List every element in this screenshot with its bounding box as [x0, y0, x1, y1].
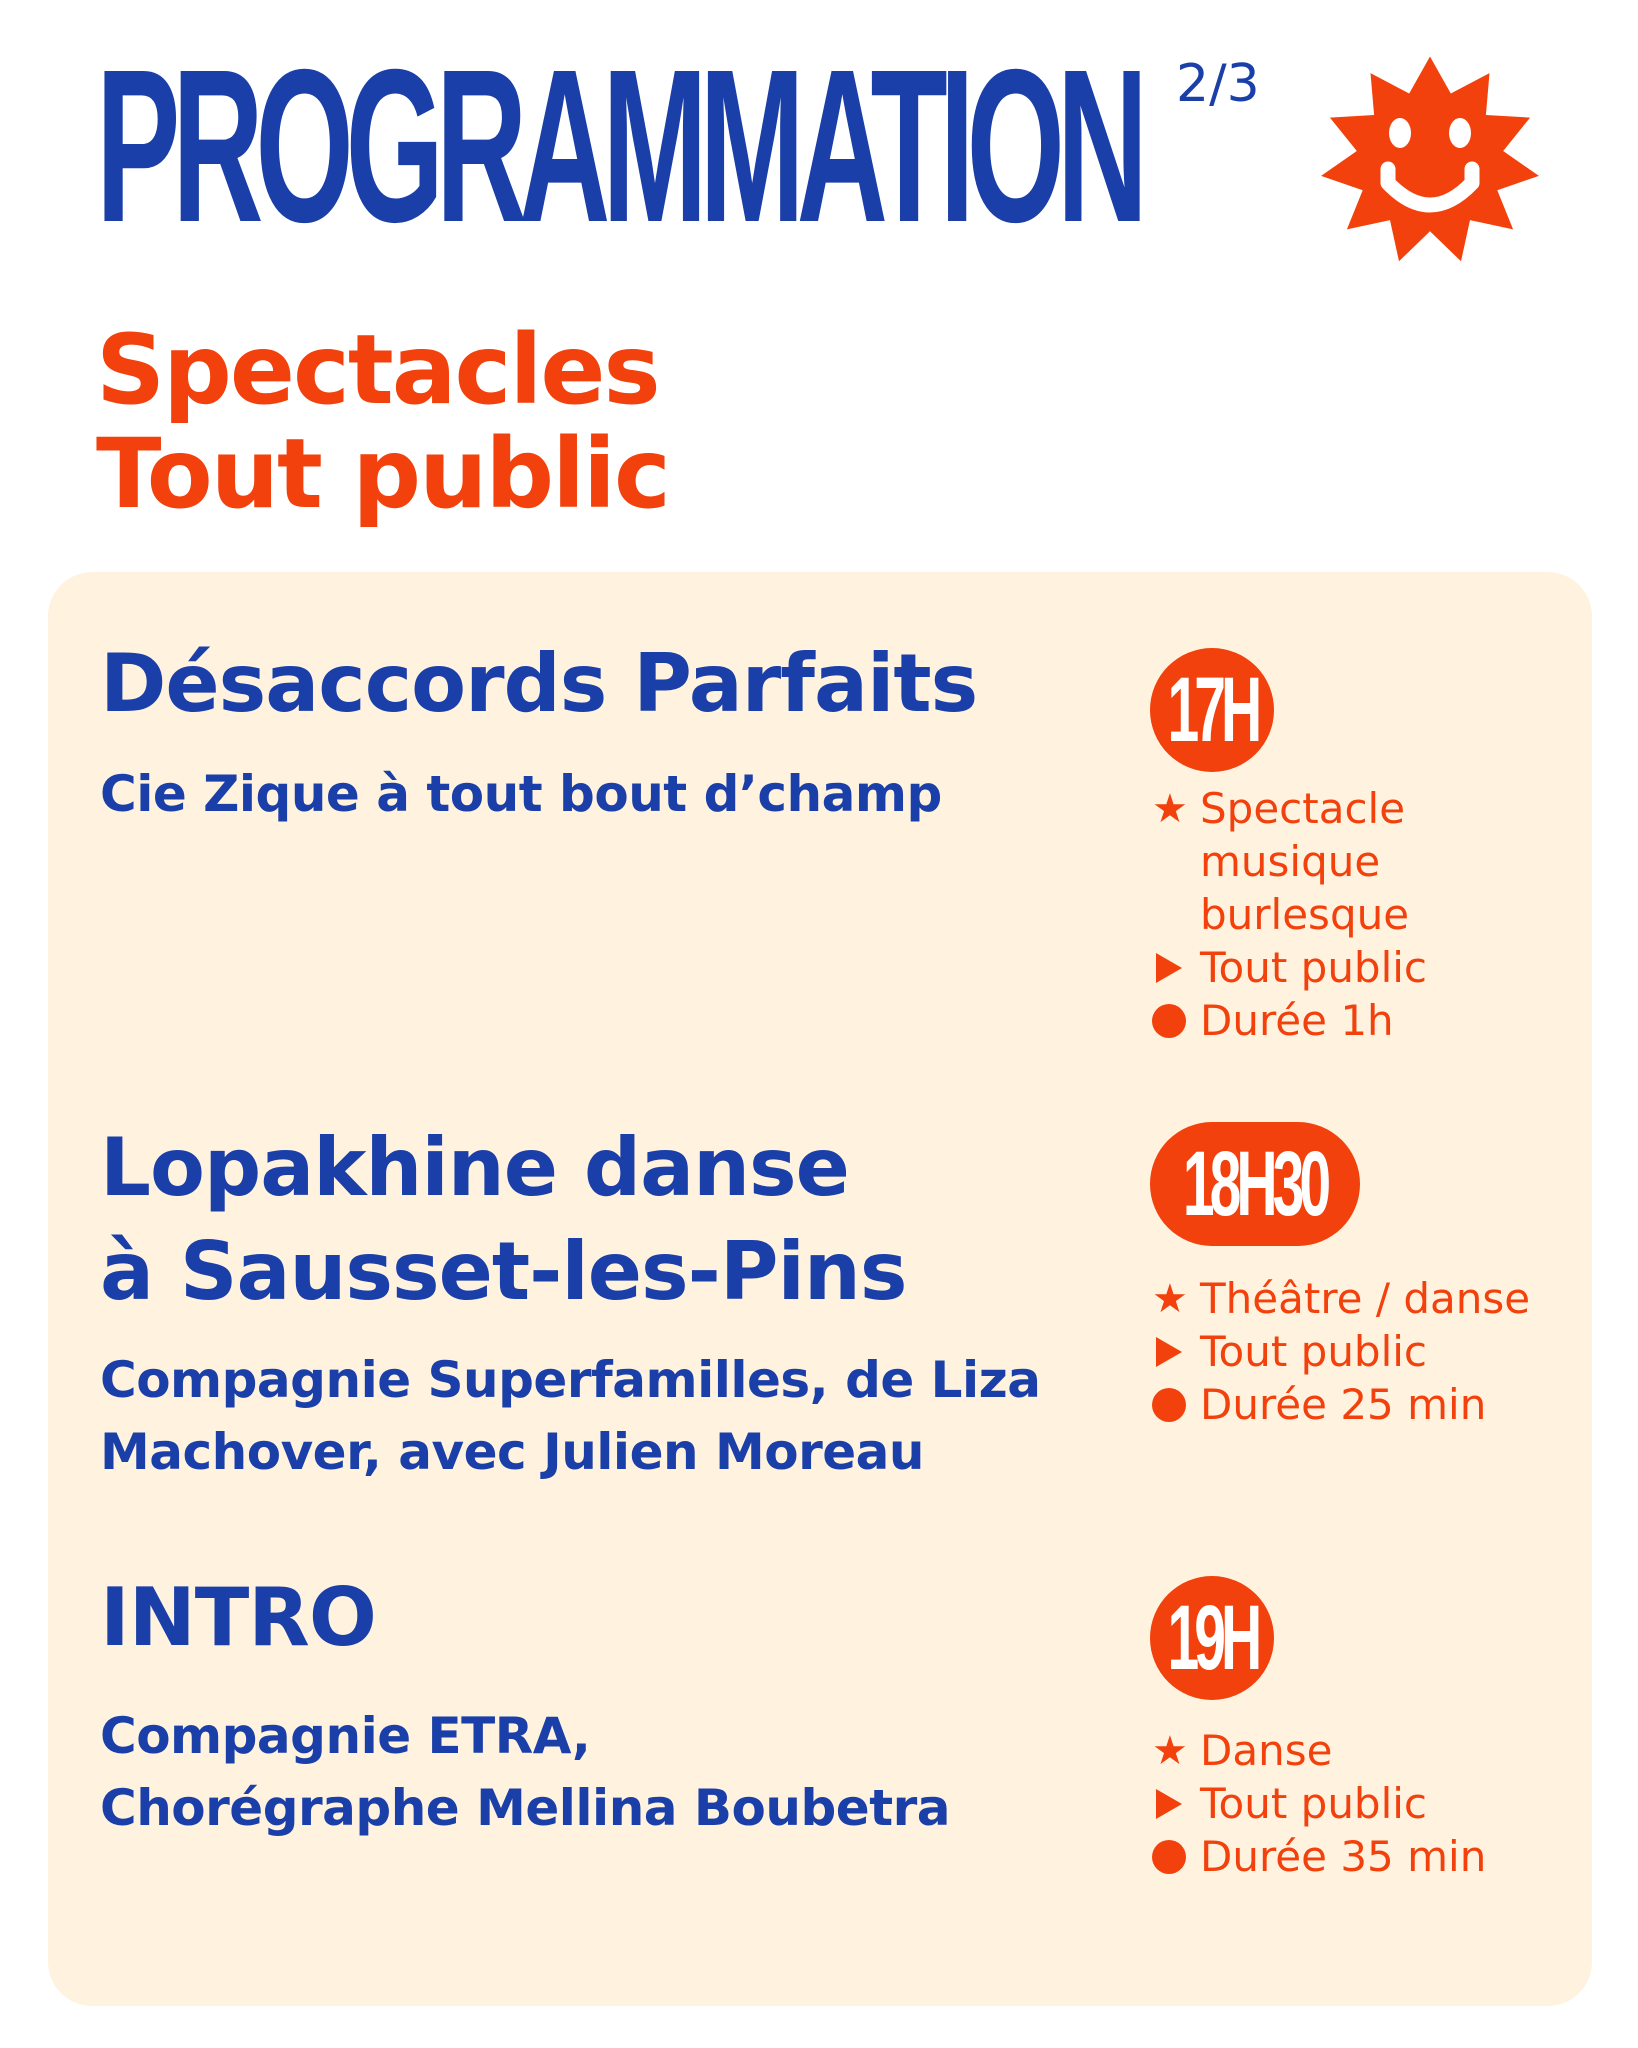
event-title: [100, 632, 977, 736]
event-company: [100, 758, 1120, 830]
time-badge: [1150, 1576, 1274, 1700]
time-label: 19H: [1167, 1586, 1257, 1689]
event-details: [1152, 1724, 1486, 1883]
genre-line: musique: [1200, 837, 1381, 886]
event-genre: [1152, 1724, 1486, 1777]
subtitle-line-1: Spectacles: [96, 314, 659, 426]
star-icon: ★: [1152, 1727, 1188, 1774]
event-genre: [1152, 1272, 1530, 1325]
genre-line: Théâtre / danse: [1200, 1274, 1531, 1323]
event-duration: [1152, 1830, 1486, 1883]
time-badge: [1150, 1122, 1360, 1246]
time-badge: [1150, 648, 1274, 772]
event-company-line: Compagnie Superfamilles, de Liza: [100, 1351, 1041, 1409]
time-label: 18H30: [1183, 1132, 1327, 1235]
dot-icon: [1152, 1004, 1186, 1038]
event-details: [1152, 1272, 1530, 1431]
play-triangle-icon: [1156, 1337, 1182, 1367]
play-triangle-icon: [1156, 1789, 1182, 1819]
play-triangle-icon: [1156, 953, 1182, 983]
event-company-line: Compagnie ETRA,: [100, 1707, 591, 1765]
event-title: [100, 1116, 906, 1324]
event-company: [100, 1700, 1120, 1844]
genre-line: Danse: [1200, 1726, 1333, 1775]
page-title: PROGRAMMATION: [96, 25, 1141, 268]
event-title-line: Désaccords Parfaits: [100, 637, 978, 730]
dot-icon: [1152, 1388, 1186, 1422]
event-title-line: INTRO: [100, 1571, 376, 1664]
duration-label: Durée 1h: [1200, 996, 1394, 1045]
star-icon: ★: [1152, 1275, 1188, 1322]
audience-label: Tout public: [1200, 1327, 1428, 1376]
event-duration: [1152, 1378, 1530, 1431]
time-label: 17H: [1167, 658, 1257, 761]
event-audience: [1152, 941, 1427, 994]
event-audience: [1152, 1777, 1486, 1830]
event-duration: [1152, 994, 1427, 1047]
page-indicator: 2/3: [1176, 54, 1260, 114]
duration-label: Durée 25 min: [1200, 1380, 1487, 1429]
audience-label: Tout public: [1200, 1779, 1428, 1828]
smiling-sun-icon: [1300, 46, 1560, 276]
audience-label: Tout public: [1200, 943, 1428, 992]
event-title-line: Lopakhine danse: [100, 1121, 849, 1214]
event-title-line: à Sausset-les-Pins: [100, 1225, 907, 1318]
event-genre: [1152, 782, 1427, 941]
event-company-line: Chorégraphe Mellina Boubetra: [100, 1779, 950, 1837]
event-audience: [1152, 1325, 1530, 1378]
genre-line: Spectacle: [1200, 784, 1406, 833]
event-company-line: Machover, avec Julien Moreau: [100, 1423, 924, 1481]
star-icon: ★: [1152, 785, 1188, 832]
event-company: [100, 1344, 1120, 1488]
subtitle-line-2: Tout public: [96, 418, 669, 530]
event-details: [1152, 782, 1427, 1047]
event-company-line: Cie Zique à tout bout d’champ: [100, 765, 942, 823]
dot-icon: [1152, 1840, 1186, 1874]
genre-line: burlesque: [1200, 890, 1410, 939]
event-title: [100, 1566, 376, 1670]
duration-label: Durée 35 min: [1200, 1832, 1487, 1881]
page-subtitle: [96, 314, 669, 530]
